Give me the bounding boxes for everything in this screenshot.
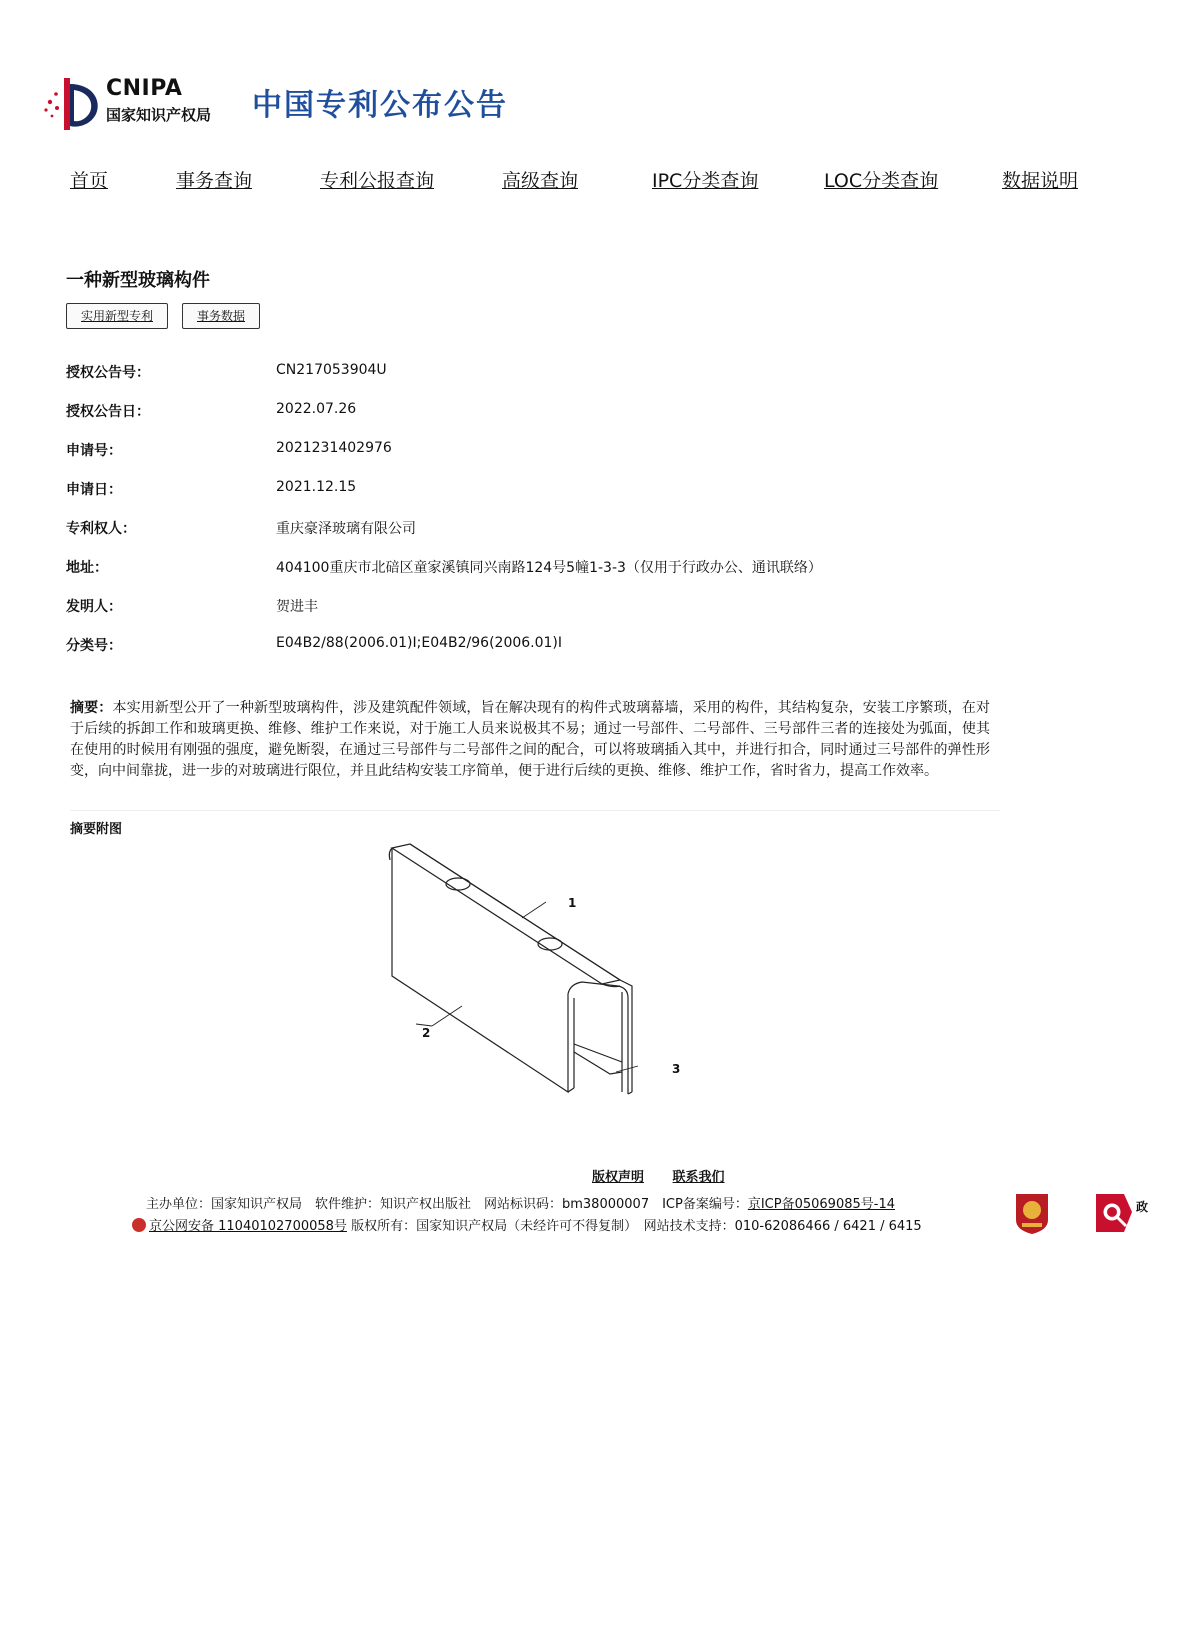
figure-callout-3: 3 [672,1062,681,1076]
field-label: 地址： [66,560,108,576]
utility-model-tag-button[interactable]: 实用新型专利 [66,303,168,329]
nav-gazette-query[interactable]: 专利公报查询 [320,170,435,192]
public-security-record-link[interactable]: 京公网安备 11040102700058号 [149,1219,347,1234]
gov-search-icon [1094,1190,1134,1236]
field-value: 404100重庆市北碚区童家溪镇同兴南路124号5幢1-3-3（仅用于行政办公、通讯联络） [276,560,822,576]
field-value: E04B2/88(2006.01)I;E04B2/96(2006.01)I [276,635,563,651]
field-label: 授权公告号： [66,365,150,381]
nav-transaction-query[interactable]: 事务查询 [176,170,253,192]
field-label: 授权公告日： [66,404,150,420]
logo-english-name: CNIPA [106,76,183,101]
abstract-label: 摘要： [70,700,113,716]
abstract-figure-label: 摘要附图 [70,822,123,837]
footer-info-text: 主办单位：国家知识产权局 软件维护：知识产权出版社 网站标识码：bm38000007 ICP备案编号： [146,1197,748,1212]
field-value: 2021231402976 [276,440,392,456]
field-row [66,547,856,586]
field-row [66,625,856,664]
site-title: 中国专利公布公告 [252,88,508,123]
field-label: 申请日： [66,482,122,498]
figure-callout-2: 2 [422,1026,431,1040]
patent-title: 一种新型玻璃构件 [66,270,210,291]
abstract-text: 本实用新型公开了一种新型玻璃构件，涉及建筑配件领域，旨在解决现有的构件式玻璃幕墙，采用的构件，其结构复杂，安装工序繁琐，在对于后续的拆卸工作和玻璃更换、维修、维护工作来说，对于施工人员来说极其不易；通过一号部件、二号部件、三号部件三者的连接处为弧面，使其在使用的时候用有刚强的强度，避免断裂，在通过三号部件与二号部件之间的配合，可以将玻璃插入其中，并进行扣合，同时通过三号部件的弹性形变，向中间靠拢，进一步的对玻璃进行限位，并且此结构安装工序简单，便于进行后续的更换、维修、维护工作，省时省力，提高工作效率。 [70,700,990,779]
nav-data-description[interactable]: 数据说明 [1002,170,1079,192]
abstract-figure-drawing [370,836,690,1116]
field-label: 分类号： [66,638,122,654]
field-row [66,469,856,508]
footer-info-line [146,1193,895,1212]
field-row [66,586,856,625]
cnipa-emblem-icon [40,74,110,130]
nav-advanced-query[interactable]: 高级查询 [502,170,579,192]
government-website-badge[interactable] [1094,1190,1156,1236]
footer-copyright-text: 版权所有：国家知识产权局（未经许可不得复制） 网站技术支持：010-62086466 / 6421 / 6415 [346,1219,922,1234]
field-value: CN217053904U [276,362,387,378]
party-organization-badge-icon[interactable] [1012,1190,1052,1236]
contact-us-link[interactable]: 联系我们 [672,1170,725,1185]
patent-field-list [66,352,856,664]
field-value: 重庆豪泽玻璃有限公司 [276,521,416,537]
field-row [66,391,856,430]
public-security-badge-icon [132,1218,146,1232]
field-value: 2022.07.26 [276,401,357,417]
field-value: 2021.12.15 [276,479,357,495]
field-row [66,430,856,469]
footer-copyright-line [132,1215,922,1234]
copyright-notice-link[interactable]: 版权声明 [592,1170,645,1185]
nav-ipc-query[interactable]: IPC分类查询 [652,170,759,192]
figure-callout-1: 1 [568,896,577,910]
field-label: 发明人： [66,599,122,615]
gov-badge-text: 政 [1136,1200,1149,1214]
abstract [70,698,990,782]
field-value: 贺进丰 [276,599,318,615]
field-row [66,508,856,547]
field-row [66,352,856,391]
icp-record-link[interactable]: 京ICP备05069085号-14 [747,1197,895,1212]
transaction-data-button[interactable]: 事务数据 [182,303,260,329]
cnipa-logo[interactable] [40,74,230,130]
field-label: 专利权人： [66,521,136,537]
field-label: 申请号： [66,443,122,459]
footer-links [592,1166,749,1185]
nav-loc-query[interactable]: LOC分类查询 [824,170,939,192]
nav-home[interactable]: 首页 [70,170,109,192]
main-nav [70,166,1120,196]
logo-chinese-name: 国家知识产权局 [106,106,212,124]
divider [70,810,1000,811]
